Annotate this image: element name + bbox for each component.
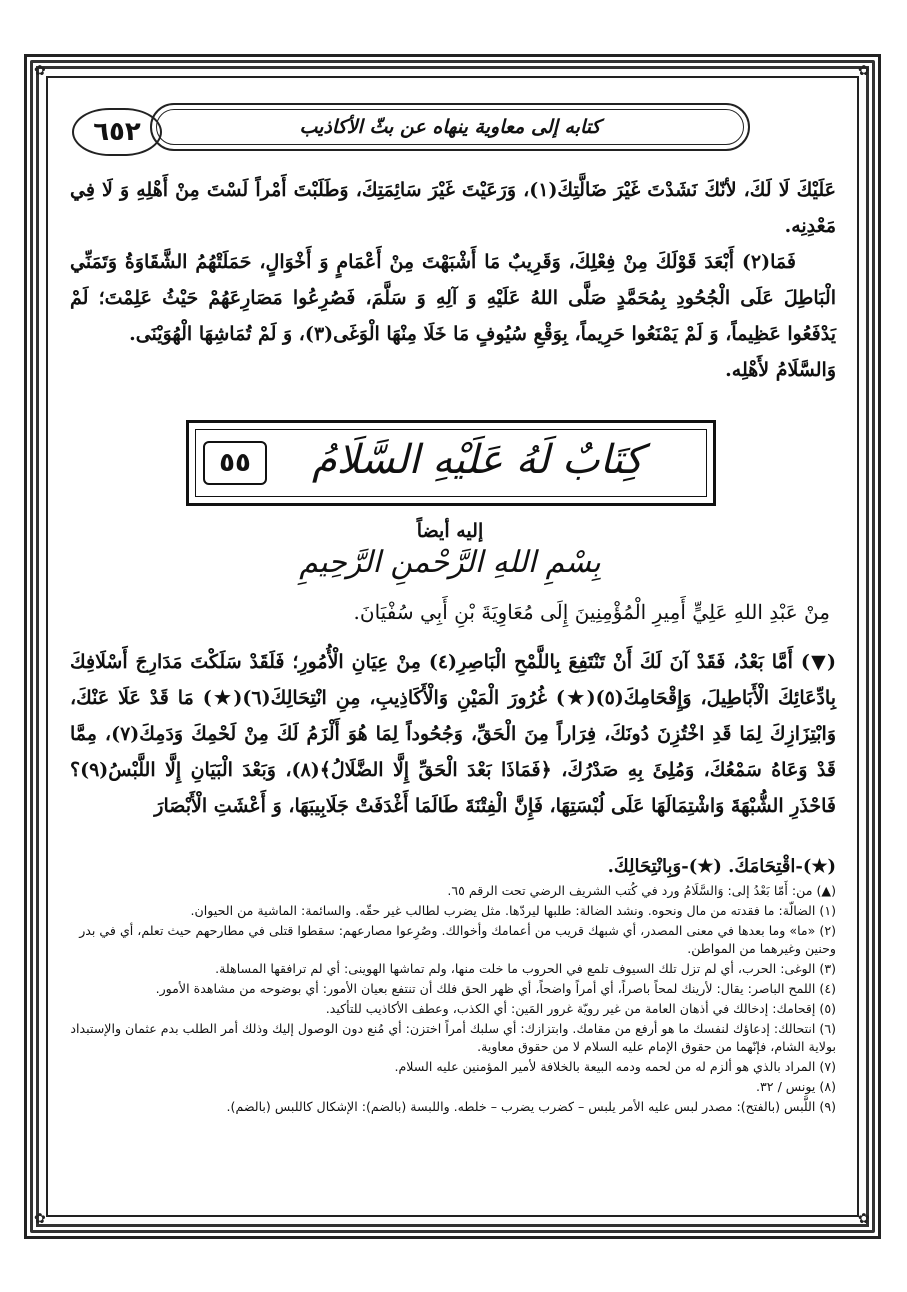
paragraph: فَمَا(٢) أَبْعَدَ قَوْلَكَ مِنْ فِعْلِكَ، وَقَرِيبٌ مَا أَشْبَهْتَ مِنْ أَعْمَامٍ وَ أَخْوَالٍ، حَمَلَتْهُمُ الشَّقَاوَةُ وَتَمَنِّي الْبَاطِلَ عَلَى الْجُحُودِ بِمُحَمَّدٍ صَلَّى اللهُ عَلَيْهِ وَ آلِهِ وَ سَلَّمَ، فَصُرِعُوا مَصَارِعَهُمْ حَيْثُ عَلِمْتَ؛ لَمْ يَدْفَعُوا عَظِيماً، وَ لَمْ يَمْنَعُوا حَرِيماً، بِوَقْعِ سُيُوفٍ مَا خَلَا مِنْهَا الْوَغَى(٣)، وَ لَمْ تُمَاشِهَا الْهُوَيْنَى.: [70, 251, 836, 345]
paragraph: وَالسَّلَامُ لأَهْلِه.: [725, 359, 836, 381]
letter-body-text: (▼) أَمَّا بَعْدُ، فَقَدْ آنَ لَكَ أَنْ تَنْتَفِعَ بِاللَّمْحِ الْبَاصِرِ(٤) مِنْ عِيَانِ الْأُمُورِ؛ فَلَقَدْ سَلَكْتَ مَدَارِجَ أَسْلَافِكَ بِادِّعَائِكَ الْأَبَاطِيلَ، وَإِقْحَامِكَ(٥)(★) غُرُورَ الْمَيْنِ وَالْأَكَاذِيبِ، مِنِ انْتِحَالِكَ(٦)(★) مَا قَدْ عَلَا عَنْكَ، وَابْتِزَازِكَ لِمَا قَدِ اخْتُزِنَ دُونَكَ، فِرَاراً مِنَ الْحَقِّ، وَجُحُوداً لِمَا هُوَ أَلْزَمُ لَكَ مِنْ لَحْمِكَ وَدَمِكَ(٧)، مِمَّا قَدْ وَعَاهُ سَمْعُكَ، وَمُلِئَ بِهِ صَدْرُكَ، ﴿فَمَاذَا بَعْدَ الْحَقِّ إِلَّا الضَّلَالُ﴾(٨)، وَبَعْدَ الْبَيَانِ إِلَّا اللَّبْسُ(٩)؟ فَاحْذَرِ الشُّبْهَةَ وَاشْتِمَالَهَا عَلَى لُبْسَتِهَا، فَإِنَّ الْفِتْنَةَ طَالَمَا أَغْدَفَتْ جَلَابِيبَهَا، وَ أَعْشَتِ الْأَبْصَارَ: [70, 651, 837, 817]
header-inner-border: [156, 109, 744, 145]
top-text-block: [70, 172, 836, 388]
footnote: (٩) اللَّبس (بالفتح): مصدر لبس عليه الأمر يلبس – كضرب يضرب – خلطه. واللبسة (بالضم): الإشكال كاللبس (بالضم).: [226, 1098, 836, 1114]
footnote: (٤) اللمح الباصر: يقال: لأرينك لمحاً باصراً، أي أمراً واضحاً، أي ظهر الحق فلك أن تنتفع بعيان الأمور: أي بوضوحه من مشاهدة الأمور.: [155, 980, 836, 996]
footnote: (٨) يونس / ٣٢.: [756, 1078, 836, 1094]
corner-flower-icon: ✿: [858, 63, 870, 79]
letter-title-frame: [186, 420, 716, 506]
corner-flower-icon: ✿: [34, 63, 46, 79]
footnote: (▲) من: أَمّا بَعْدُ إلى: وَالسَّلَامُ ورد في كُتب الشريف الرضي تحت الرقم ٦٥.: [447, 883, 836, 898]
letter-body: [70, 644, 836, 824]
running-header: [150, 103, 750, 151]
footnote: (٥) إقحامك: إدخالك في أذهان العامة من غير رويّة غرور المَين: أي الكذب، وعطف الأكاذيب للتأكيد.: [325, 1000, 836, 1016]
page-number: ٦٥٢: [72, 108, 162, 156]
footnotes: [70, 882, 836, 1118]
textual-variants: (★)-اقْتِحَامَكَ. (★)-وَبِانْتِحَالِكَ.: [607, 856, 836, 877]
letter-title: كِتَابٌ لَهُ عَلَيْهِ السَّلَامُ: [312, 437, 643, 483]
basmala: بِسْمِ اللهِ الرَّحْمنِ الرَّحِيمِ: [299, 545, 601, 580]
letter-subtitle: إليه أيضاً: [416, 520, 484, 542]
corner-flower-icon: ✿: [858, 1211, 870, 1227]
footnote: (٣) الوغى: الحرب، أي لم تزل تلك السيوف تلمع في الحروب ما خلت منها، ولم تماشها الهوينى: أي لم ترافقها المساهلة.: [215, 961, 836, 977]
footnote: (٧) المراد بالذي هو ألزم له من لحمه ودمه البيعة بالخلافة لأمير المؤمنين عليه السلام.: [394, 1059, 836, 1075]
letter-addressee: مِنْ عَبْدِ اللهِ عَلِيٍّ أَمِيرِ الْمُؤْمِنِينَ إِلَى مُعَاوِيَةَ بْنِ أَبِي سُفْيَانَ.: [353, 600, 830, 624]
footnote: (٦) انتحالك: إدعاؤك لنفسك ما هو أرفع من مقامك. وابتزازك: أي سلبك أمراً اختزن: أي مُنع دون الوصول إليك وذلك أمر الطلب بدم عثمان والإستبداد بولاية الشام، فإنّهما من حقوق الإمام عليه السلام لا من حقوق معاوية.: [70, 1020, 836, 1055]
corner-flower-icon: ✿: [34, 1211, 46, 1227]
footnote: (١) الضالّة: ما فقدته من مال ونحوه. ونشد الضالة: طلبها ليردّها. مثل يضرب لطالب غير حقّه. والسائمة: الماشية من الحيوان.: [190, 902, 836, 918]
letter-number: ٥٥: [203, 441, 267, 485]
footnote: (٢) «ما» وما بعدها في معنى المصدر، أي شبهك قريب من أعمامك وأخوالك. وصُرِعوا مصارعهم: سقطوا قتلى في مطارحهم حيث تعلم، أي في بدر وحنين وغيرهما من المواطن.: [79, 922, 836, 957]
paragraph: عَلَيْكَ لَا لَكَ، لأنّكَ نَشَدْتَ غَيْرَ ضَالَّتِكَ(١)، وَرَعَيْتَ غَيْرَ سَائِمَتِكَ، وَطَلَبْتَ أَمْراً لَسْتَ مِنْ أَهْلِهِ وَ لَا فِي مَعْدِنِه.: [70, 179, 836, 237]
running-title: كتابه إلى معاوية ينهاه عن بثّ الأكاذيب: [299, 116, 601, 138]
